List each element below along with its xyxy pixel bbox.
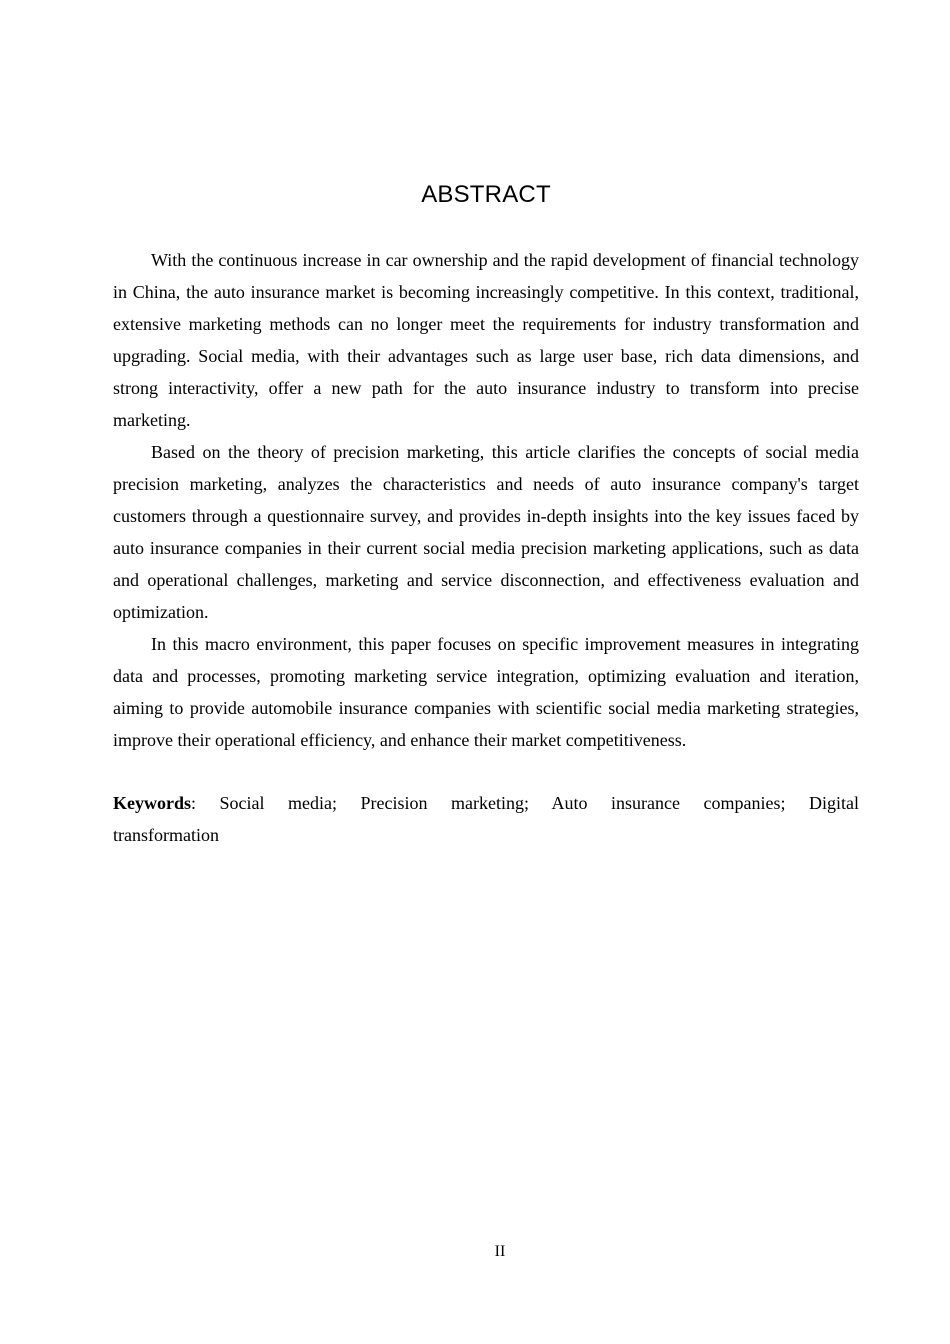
- keywords-separator: :: [191, 793, 197, 813]
- page-number: II: [494, 1243, 506, 1260]
- abstract-paragraph-2: Based on the theory of precision marketing, this article clarifies the concepts of social media precision marketing, analyzes the characteristics and needs of auto insurance company's target customers through a questionnaire survey, and provides in-depth insights into the key issues faced by auto insurance companies in their current social media precision marketing applications, such as data and operational challenges, marketing and service disconnection, and effectiveness evaluation and optimization.: [113, 442, 859, 622]
- keywords-line: [113, 787, 859, 851]
- abstract-paragraph-3: In this macro environment, this paper focuses on specific improvement measures in integrating data and processes, promoting marketing service integration, optimizing evaluation and iteration, aiming to provide automobile insurance companies with scientific social media marketing strategies, improve their operational efficiency, and enhance their market competitiveness.: [113, 634, 859, 750]
- abstract-body: [113, 244, 859, 756]
- keywords-label: Keywords: [113, 793, 191, 813]
- abstract-paragraph-1: With the continuous increase in car ownership and the rapid development of financial technology in China, the auto insurance market is becoming increasingly competitive. In this context, traditional, extensive marketing methods can no longer meet the requirements for industry transformation and upgrading. Social media, with their advantages such as large user base, rich data dimensions, and strong interactivity, offer a new path for the auto insurance industry to transform into precise marketing.: [113, 250, 859, 430]
- abstract-title: ABSTRACT: [421, 181, 551, 208]
- keywords-text: Social media; Precision marketing; Auto insurance companies; Digital transformation: [113, 793, 859, 845]
